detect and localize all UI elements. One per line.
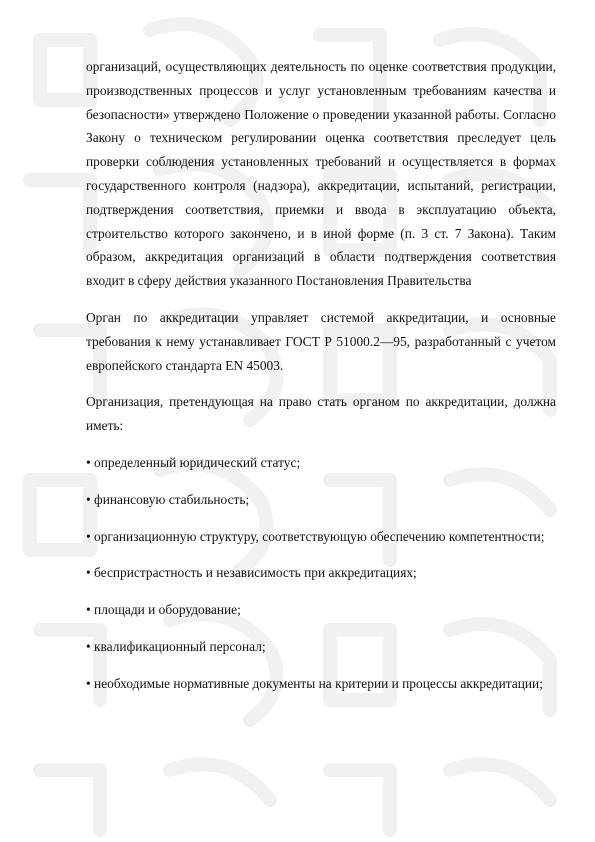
list-item-qualified-personnel: • квалификационный персонал; <box>86 638 266 654</box>
paragraph-accreditation-body: Орган по аккредитации управляет системой аккредитации, и основные требования к нему устанавливает ГОСТ Р 51000.2—95, разработанный с учетом европейского стандарта EN 45003. <box>86 309 556 373</box>
list-item-normative-documents: • необходимые нормативные документы на критерии и процессы аккредитации; <box>86 675 543 691</box>
document-body <box>86 55 556 709</box>
list-item-financial-stability: • финансовую стабильность; <box>86 491 250 507</box>
list-item-premises-equipment: • площади и оборудование; <box>86 602 241 618</box>
paragraph-requirements-intro: Организация, претендующая на право стать органом по аккредитации, должна иметь: <box>86 394 556 434</box>
list-item-impartiality: • беспристрастность и независимость при аккредитациях; <box>86 565 417 581</box>
list-item-legal-status: • определенный юридический статус; <box>86 454 301 470</box>
list-item-organizational-structure: • организационную структуру, соответствующую обеспечению компетентности; <box>86 528 545 544</box>
paragraph-accreditation-regulation: организаций, осуществляющих деятельность по оценке соответствия продукции, производственных процессов и услуг установленным требованиям качества и безопасности» утверждено Положение о проведении указанной работы. Согласно Закону о техническом регулировании оценка соответствия преследует цель проверки соблюдения установленных требований и осуществляется в формах государственного контроля (надзора), аккредитации, испытаний, регистрации, подтверждения соответствия, приемки и ввода в эксплуатацию объекта, строительство которого закончено, и в иной форме (п. 3 ст. 7 Закона). Таким образом, аккредитация организаций в области подтверждения соответствия входит в сферу действия указанного Постановления Правительства <box>86 59 556 289</box>
